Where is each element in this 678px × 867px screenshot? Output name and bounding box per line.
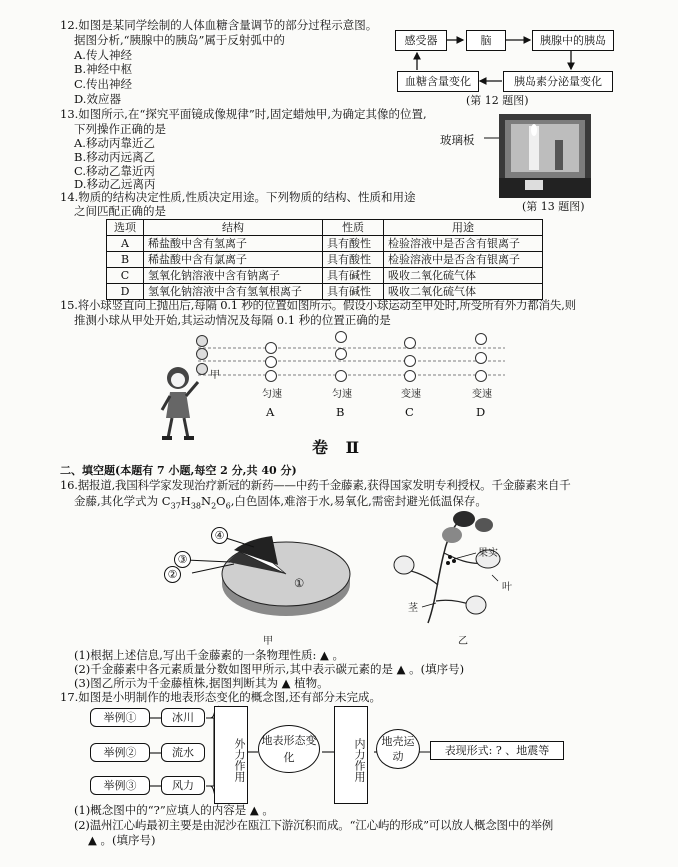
external-force-box: 外力作用 [214, 706, 248, 804]
cell-option: C [107, 268, 144, 284]
header-option: 选项 [107, 220, 144, 236]
option-letter-b: B [336, 405, 345, 419]
motion-label-a: 匀速 [262, 389, 282, 400]
plant-label-leaf: 叶 [502, 582, 512, 593]
agent-water: 流水 [161, 743, 205, 762]
blood-sugar-box: 血糖含量变化 [397, 71, 479, 92]
table-row [107, 236, 543, 252]
cell-structure: 稀盐酸中含有氢离子 [144, 236, 323, 252]
cell-use: 检验溶液中是否含有银离子 [384, 236, 543, 252]
q13-option-c: C.移动乙靠近丙 [74, 164, 156, 178]
cell-structure: 氢氧化钠溶液中含有氢氧根离子 [144, 284, 323, 300]
pie-label-2: ② [164, 566, 181, 583]
pie-label-4: ④ [211, 527, 228, 544]
brain-box: 脑 [466, 30, 506, 51]
formula-sub: 6 [225, 501, 231, 511]
table-row [107, 268, 543, 284]
option-c-ball [404, 370, 416, 382]
formula-part: O [216, 494, 226, 508]
plant-label-fruit: 果实 [478, 548, 498, 559]
q17-sub-1: (1)概念图中的“?”应填人的内容是 ▲ 。 [74, 803, 274, 817]
table-header-row [107, 220, 543, 236]
q13-option-d: D.移动乙远离丙 [74, 177, 156, 191]
cell-option: D [107, 284, 144, 300]
motion-label-b: 匀速 [332, 389, 352, 400]
label-jia: 甲 [210, 370, 220, 381]
q15-stem-2: 推测小球从甲处开始,其运动情况及每隔 0.1 秒的位置正确的是 [74, 313, 391, 327]
formula-part: ,白色固体,难溶于水,易氧化,需密封避光低温保存。 [230, 494, 487, 508]
q12-stem-2: 据图分析,“胰腺中的胰岛”属于反射弧中的 [74, 33, 285, 47]
trajectory-ball [196, 363, 208, 375]
cell-use: 检验溶液中是否含有银离子 [384, 252, 543, 268]
cell-option: B [107, 252, 144, 268]
plant-label-stem: 茎 [408, 603, 418, 614]
q16-stem-1: 16.据报道,我国科学家发现治疗新冠的新药——中药千金藤素,获得国家发明专利授权。千金藤素来自千 [60, 478, 571, 492]
option-letter-d: D [476, 405, 486, 419]
option-b-ball [335, 370, 347, 382]
q13-stem-1: 13.如图所示,在“探究平面镜成像规律”时,固定蜡烛甲,为确定其像的位置, [60, 107, 427, 121]
q13-option-b: B.移动丙远离乙 [74, 150, 156, 164]
header-use: 用途 [384, 220, 543, 236]
q12-option-d: D.效应器 [74, 92, 121, 106]
q14-table [106, 219, 543, 300]
motion-label-c: 变速 [401, 389, 421, 400]
pie-caption: 甲 [263, 636, 273, 647]
q12-stem-1: 12.如图是某同学绘制的人体血糖含量调节的部分过程示意图。 [60, 18, 378, 32]
option-d-ball [475, 352, 487, 364]
option-a-ball [265, 370, 277, 382]
insulin-box: 胰岛素分泌量变化 [503, 71, 613, 92]
cell-structure: 稀盐酸中含有氯离子 [144, 252, 323, 268]
example-box-1: 举例① [90, 708, 150, 727]
child-throwing-figure [162, 367, 198, 440]
q13-stem-2: 下列操作正确的是 [74, 122, 166, 136]
example-box-2: 举例② [90, 743, 150, 762]
q16-sub-1: (1)根据上述信息,写出千金藤素的一条物理性质: ▲ 。 [74, 648, 344, 662]
header-property: 性质 [323, 220, 384, 236]
q12-option-a: A.传人神经 [74, 48, 132, 62]
option-b-ball [335, 331, 347, 343]
option-c-ball [404, 355, 416, 367]
cell-use: 吸收二氧化硫气体 [384, 284, 543, 300]
mirror-experiment-photo [499, 114, 591, 198]
q13-option-a: A.移动丙靠近乙 [74, 136, 155, 150]
q13-caption: (第 13 题图) [522, 200, 585, 213]
cell-option: A [107, 236, 144, 252]
q15-stem-1: 15.将小球竖直向上抛出后,每隔 0.1 秒的位置如图所示。假设小球运动至甲处时,所受所有外力都消失,则 [60, 298, 576, 312]
cell-property: 具有酸性 [323, 236, 384, 252]
option-b-ball [335, 348, 347, 360]
cell-property: 具有碱性 [323, 268, 384, 284]
q14-stem-1: 14.物质的结构决定性质,性质决定用途。下列物质的结构、性质和用途 [60, 190, 416, 204]
option-a-ball [265, 356, 277, 368]
formula-part: 金藤,其化学式为 C [74, 494, 171, 508]
pancreas-box: 胰腺中的胰岛 [532, 30, 614, 51]
element-mass-pie [168, 520, 368, 635]
q17-sub-2: (2)温州江心屿最初主要是由泥沙在瓯江下游沉积而成。“江心屿的形成”可以放人概念图中的举例 [74, 818, 554, 832]
agent-wind: 风力 [161, 776, 205, 795]
option-letter-c: C [405, 405, 414, 419]
q14-stem-2: 之间匹配正确的是 [74, 204, 166, 218]
q17-stem: 17.如图是小明制作的地表形态变化的概念图,还有部分未完成。 [60, 690, 381, 704]
example-box-3: 举例③ [90, 776, 150, 795]
cell-property: 具有酸性 [323, 252, 384, 268]
q12-caption: (第 12 题图) [466, 94, 529, 107]
header-structure: 结构 [144, 220, 323, 236]
table-row [107, 252, 543, 268]
trajectory-ball [196, 335, 208, 347]
pie-label-1: ① [294, 576, 305, 590]
section-heading: 卷 Ⅱ [312, 438, 366, 457]
glass-plate-pointer [484, 130, 500, 144]
q12-option-c: C.传出神经 [74, 77, 133, 91]
fill-blank-heading: 二、填空题(本题有 7 小题,每空 2 分,共 40 分) [60, 464, 297, 477]
formula-sub: 37 [170, 501, 181, 511]
q16-sub-3: (3)图乙所示为千金藤植株,据图判断其为 ▲ 植物。 [74, 676, 329, 690]
internal-force-box: 内力作用 [334, 706, 368, 804]
option-a-ball [265, 342, 277, 354]
option-c-ball [404, 337, 416, 349]
q16-sub-2: (2)千金藤素中各元素质量分数如图甲所示,其中表示碳元素的是 ▲ 。(填序号) [74, 662, 465, 676]
q12-arrows [390, 25, 620, 100]
pie-label-3: ③ [174, 551, 191, 568]
plant-caption: 乙 [458, 636, 468, 647]
cell-use: 吸收二氧化硫气体 [384, 268, 543, 284]
trajectory-ball [196, 348, 208, 360]
landform-change-circle: 地表形态变化 [258, 725, 320, 773]
cell-property: 具有碱性 [323, 284, 384, 300]
manifestation-box: 表现形式: ? 、地震等 [430, 741, 564, 760]
cell-structure: 氢氧化钠溶液中含有钠离子 [144, 268, 323, 284]
option-d-ball [475, 370, 487, 382]
agent-glacier: 冰川 [161, 708, 205, 727]
crust-movement-circle: 地壳运动 [376, 729, 420, 769]
formula-sub: 38 [190, 501, 202, 511]
motion-label-d: 变速 [472, 389, 492, 400]
formula-part: N [201, 494, 212, 508]
formula-part: H [180, 494, 191, 508]
glass-plate-label: 玻璃板 [440, 133, 475, 147]
option-d-ball [475, 333, 487, 345]
formula-sub: 2 [211, 501, 217, 511]
q17-sub-2-continued: ▲ 。(填序号) [88, 833, 156, 847]
option-letter-a: A [266, 405, 275, 419]
q12-option-b: B.神经中枢 [74, 62, 133, 76]
receptor-box: 感受器 [395, 30, 447, 51]
